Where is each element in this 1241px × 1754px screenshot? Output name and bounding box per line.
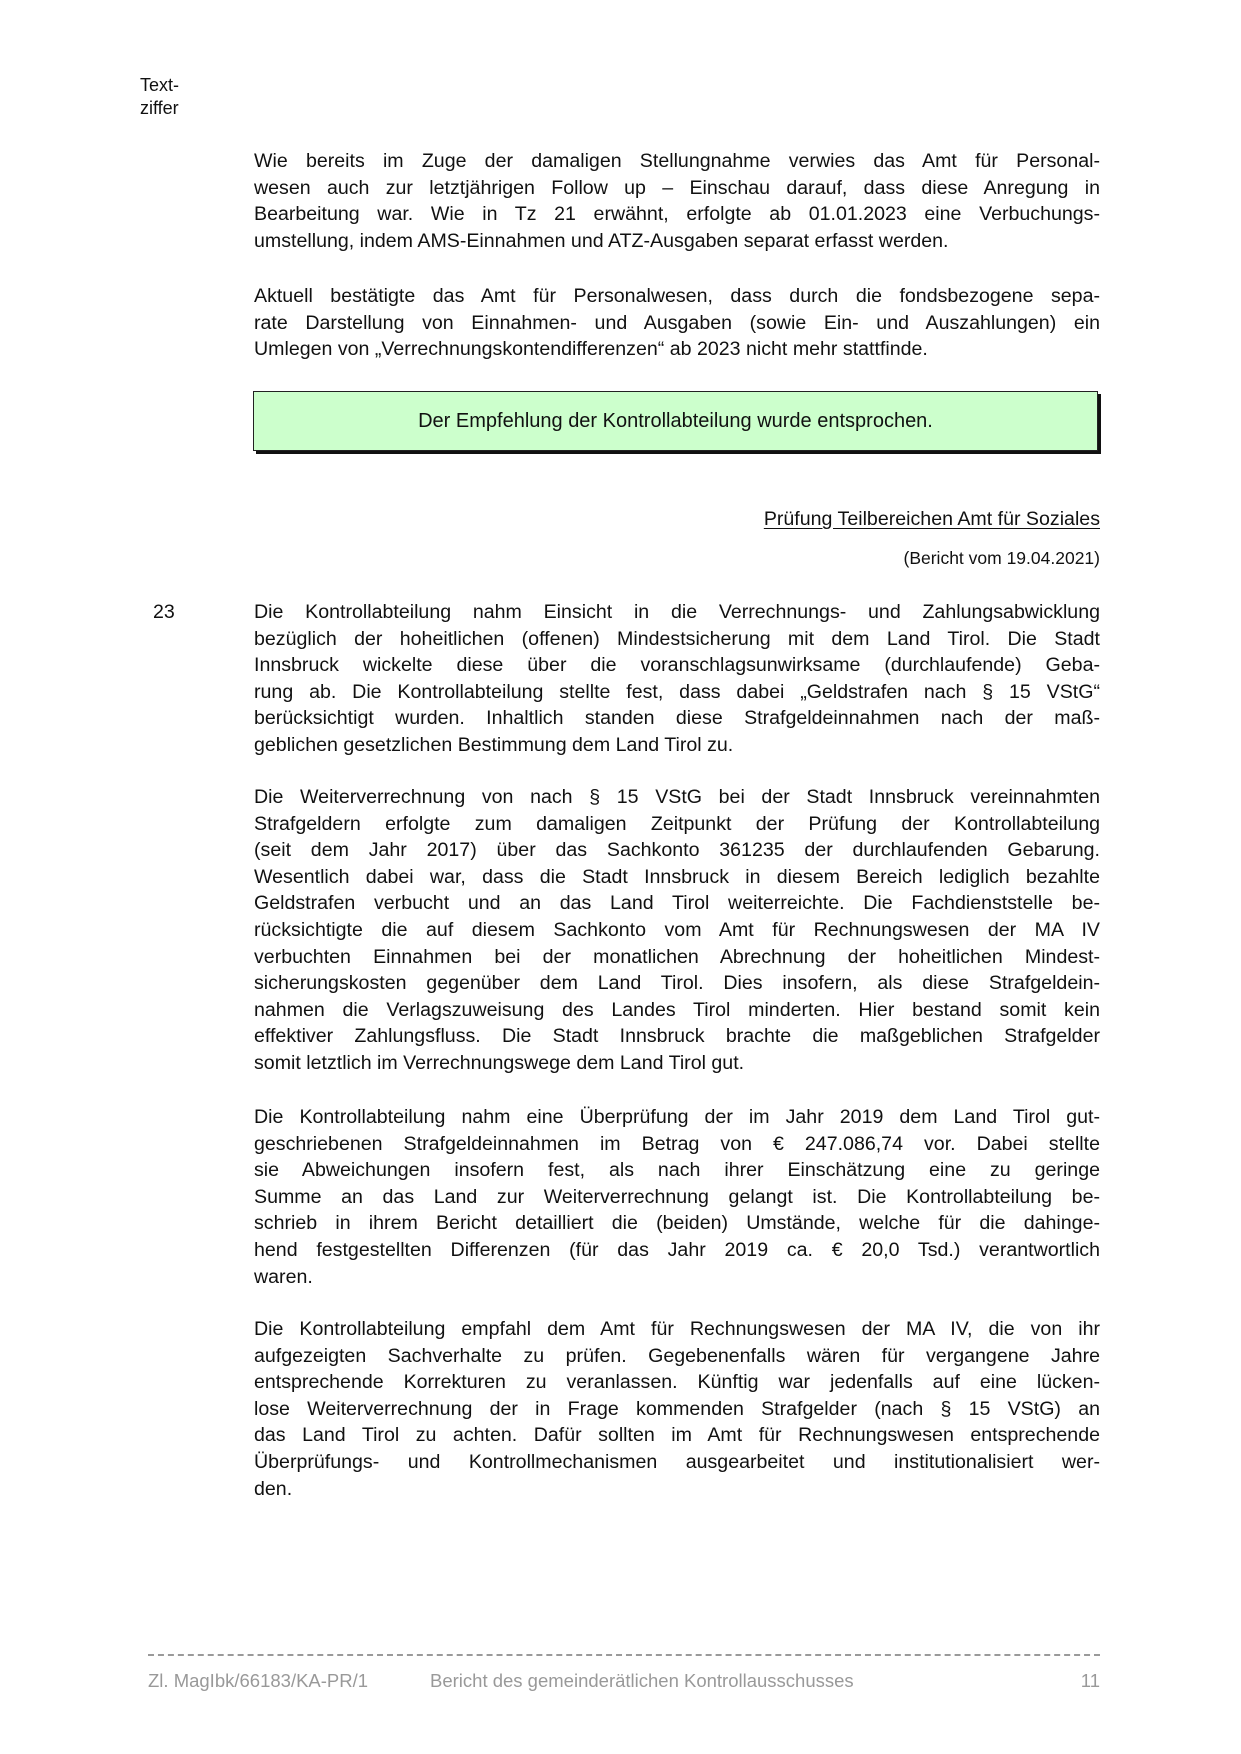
- text-line: verbuchten Einnahmen bei der monatlichen Abrechnung der hoheitlichen Mindest-: [254, 945, 1100, 968]
- text-line: schrieb in ihrem Bericht detailliert die (beiden) Umstände, welche für die dahinge-: [254, 1212, 1100, 1235]
- text-line: das Land Tirol zu achten. Dafür sollten im Amt für Rechnungswesen entsprechende: [254, 1424, 1100, 1447]
- text-line: bezüglich der hoheitlichen (offenen) Mindestsicherung mit dem Land Tirol. Die Stadt: [254, 627, 1100, 650]
- margin-label-textziffer: [140, 74, 179, 120]
- text-line: sicherungskosten gegenüber dem Land Tirol. Dies insofern, als diese Strafgeldein-: [254, 972, 1100, 995]
- text-line: effektiver Zahlungsfluss. Die Stadt Innsbruck brachte die maßgeblichen Strafgelder: [254, 1025, 1100, 1048]
- intro-paragraph-2: [254, 283, 1100, 363]
- section-subheading: (Bericht vom 19.04.2021): [903, 548, 1100, 568]
- text-line: Die Kontrollabteilung empfahl dem Amt für Rechnungswesen der MA IV, die von ihr: [254, 1318, 1100, 1340]
- text-line: Geldstrafen verbucht und an das Land Tirol weiterreichte. Die Fachdienststelle be-: [254, 892, 1100, 915]
- text-line: hend festgestellten Differenzen (für das Jahr 2019 ca. € 20,0 Tsd.) verantwortlich: [254, 1238, 1100, 1261]
- section-paragraph-3: [254, 1104, 1100, 1290]
- footer-page-number: 11: [1080, 1670, 1100, 1691]
- margin-label-line: ziffer: [140, 98, 179, 118]
- text-line: Die Kontrollabteilung nahm Einsicht in die Verrechnungs- und Zahlungsabwicklung: [254, 601, 1100, 623]
- text-line: Aktuell bestätigte das Amt für Personalwesen, dass durch die fondsbezogene sepa-: [254, 285, 1100, 307]
- text-line: lose Weiterverrechnung der in Frage kommenden Strafgelder (nach § 15 VStG) an: [254, 1397, 1100, 1420]
- text-line: Überprüfungs- und Kontrollmechanismen ausgearbeitet und institutionalisiert wer-: [254, 1450, 1100, 1473]
- footer-title: Bericht des gemeinderätlichen Kontrollausschusses: [430, 1670, 854, 1691]
- text-line: Strafgeldern erfolgte zum damaligen Zeitpunkt der Prüfung der Kontrollabteilung: [254, 812, 1100, 835]
- section-paragraph-1: [254, 599, 1100, 759]
- section-paragraph-2: [254, 784, 1100, 1077]
- section-paragraph-4: [254, 1316, 1100, 1502]
- section-heading: Prüfung Teilbereichen Amt für Soziales: [763, 508, 1100, 530]
- margin-label-line: Text-: [140, 75, 180, 95]
- text-line: umstellung, indem AMS-Einnahmen und ATZ-Ausgaben separat erfasst werden.: [254, 229, 949, 252]
- text-line: Wie bereits im Zuge der damaligen Stellungnahme verwies das Amt für Personal-: [254, 150, 1100, 172]
- result-text: Der Empfehlung der Kontrollabteilung wurde entsprochen.: [418, 409, 933, 432]
- text-line: nahmen die Verlagszuweisung des Landes Tirol minderten. Hier bestand somit kein: [254, 998, 1100, 1021]
- text-line: Umlegen von „Verrechnungskontendifferenzen“ ab 2023 nicht mehr stattfinde.: [254, 338, 928, 361]
- text-line: somit letztlich im Verrechnungswege dem Land Tirol gut.: [254, 1051, 745, 1074]
- result-box: [253, 391, 1098, 451]
- text-line: wesen auch zur letztjährigen Follow up – Einschau darauf, dass diese Anregung in: [254, 176, 1100, 199]
- text-line: Wesentlich dabei war, dass die Stadt Innsbruck in diesem Bereich lediglich bezahlte: [254, 865, 1100, 888]
- text-line: berücksichtigt wurden. Inhaltlich standen diese Strafgeldeinnahmen nach der maß-: [254, 707, 1100, 730]
- text-line: rate Darstellung von Einnahmen- und Ausgaben (sowie Ein- und Auszahlungen) ein: [254, 311, 1100, 334]
- text-line: Die Weiterverrechnung von nach § 15 VStG bei der Stadt Innsbruck vereinnahmten: [254, 786, 1100, 808]
- text-line: Summe an das Land zur Weiterverrechnung gelangt ist. Die Kontrollabteilung be-: [254, 1185, 1100, 1208]
- text-line: waren.: [254, 1265, 313, 1288]
- text-line: rung ab. Die Kontrollabteilung stellte fest, dass dabei „Geldstrafen nach § 15 VStG“: [254, 680, 1100, 703]
- footer-divider: [148, 1654, 1100, 1656]
- text-line: aufgezeigten Sachverhalte zu prüfen. Gegebenenfalls wären für vergangene Jahre: [254, 1344, 1100, 1367]
- text-line: geblichen gesetzlichen Bestimmung dem Land Tirol zu.: [254, 733, 734, 756]
- text-line: entsprechende Korrekturen zu veranlassen. Künftig war jedenfalls auf eine lücken-: [254, 1371, 1100, 1394]
- text-line: rücksichtigte die auf diesem Sachkonto vom Amt für Rechnungswesen der MA IV: [254, 918, 1100, 941]
- text-line: den.: [254, 1477, 293, 1500]
- intro-paragraph-1: [254, 148, 1100, 254]
- textziffer-number: 23: [153, 601, 175, 623]
- text-line: Innsbruck wickelte diese über die voranschlagsunwirksame (durchlaufende) Geba-: [254, 654, 1100, 677]
- text-line: Bearbeitung war. Wie in Tz 21 erwähnt, erfolgte ab 01.01.2023 eine Verbuchungs-: [254, 203, 1100, 226]
- text-line: geschriebenen Strafgeldeinnahmen im Betrag von € 247.086,74 vor. Dabei stellte: [254, 1132, 1100, 1155]
- text-line: (seit dem Jahr 2017) über das Sachkonto 361235 der durchlaufenden Gebarung.: [254, 839, 1100, 862]
- text-line: Die Kontrollabteilung nahm eine Überprüfung der im Jahr 2019 dem Land Tirol gut-: [254, 1106, 1100, 1128]
- footer-reference: Zl. MagIbk/66183/KA-PR/1: [148, 1670, 369, 1691]
- text-line: sie Abweichungen insofern fest, als nach ihrer Einschätzung eine zu geringe: [254, 1159, 1100, 1182]
